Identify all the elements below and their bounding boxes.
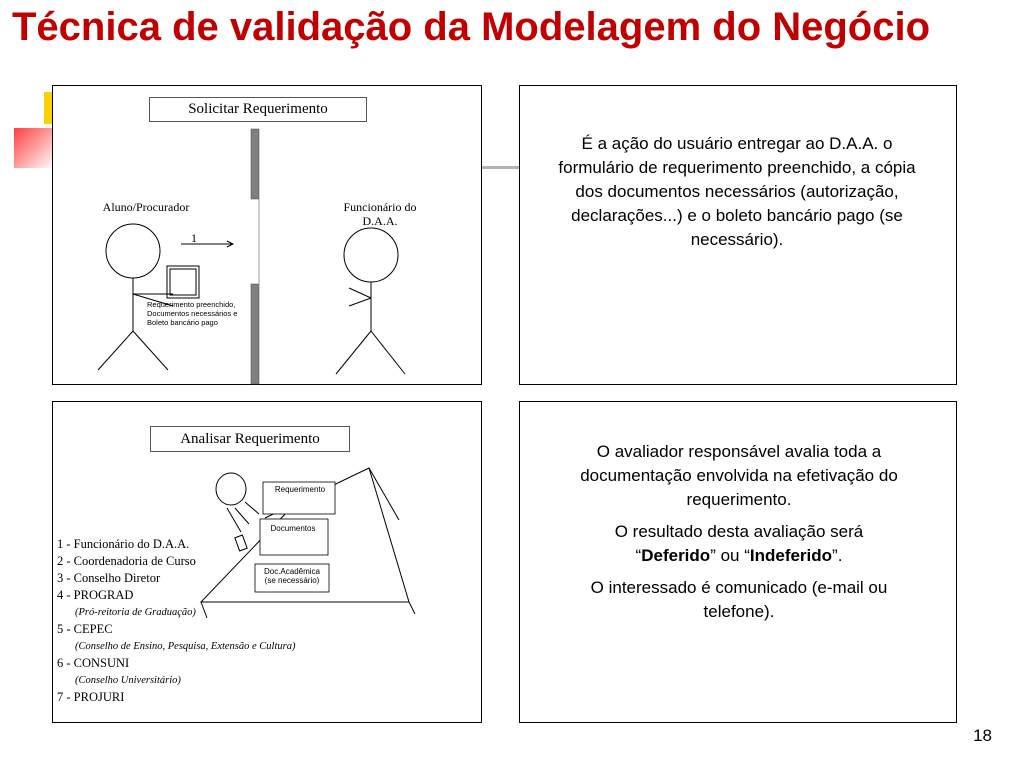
list-item-note: (Conselho Universitário) xyxy=(75,675,181,686)
panel-analisar-diagram xyxy=(52,401,482,723)
slide-title: Técnica de validação da Modelagem do Negócio xyxy=(12,5,931,49)
label-funcionario-line2: D.A.A. xyxy=(362,214,398,228)
analisar-para2-suffix: ”. xyxy=(832,546,843,565)
panel-connector-line xyxy=(480,166,520,169)
analisar-description xyxy=(548,440,930,624)
analisar-para2-prefix: O resultado desta avaliação será “ xyxy=(614,522,864,565)
label-funcionario-daa xyxy=(315,200,445,228)
list-item: 3 - Conselho Diretor xyxy=(57,571,161,585)
doc-label-requerimento: Requerimento xyxy=(274,485,326,494)
result-indeferido: Indeferido xyxy=(749,546,833,565)
actor-avaliador-icon xyxy=(216,473,259,532)
solicitar-diagram-graphic xyxy=(53,86,483,386)
label-funcionario-line1: Funcionário do xyxy=(343,200,417,214)
solicitar-description-text: É a ação do usuário entregar ao D.A.A. o formulário de requerimento preenchido, a cópia dos documentos necessários (autorização, declarações...) e o boleto bancário pago (se necessário). xyxy=(558,134,916,249)
analisar-para2-mid: ” ou “ xyxy=(710,546,750,565)
analisar-para3: O interessado é comunicado (e-mail ou telefone). xyxy=(590,578,888,621)
document-caption-line3: Boleto bancário pago xyxy=(147,318,218,327)
document-caption-line2: Documentos necessários e xyxy=(147,309,238,318)
decor-red-square xyxy=(14,128,54,168)
wall-bottom xyxy=(251,284,259,384)
analisar-para1: O avaliador responsável avalia toda a documentação envolvida na efetivação do requerimento. xyxy=(580,442,898,509)
panel-analisar-description xyxy=(519,401,957,723)
document-caption-line1: Requerimento preenchido, xyxy=(147,300,236,309)
panel-solicitar-diagram xyxy=(52,85,482,385)
list-item-note: (Conselho de Ensino, Pesquisa, Extensão e Cultura) xyxy=(75,641,296,652)
evaluator-list xyxy=(57,536,295,706)
box-title-analisar: Analisar Requerimento xyxy=(150,426,350,452)
analisar-para2 xyxy=(548,520,930,568)
doc-label-academica-line1: Doc.Acadêmica xyxy=(263,567,321,576)
result-deferido: Deferido xyxy=(641,546,711,565)
label-aluno-procurador: Aluno/Procurador xyxy=(102,200,190,214)
document-icon xyxy=(167,266,199,298)
list-item: 4 - PROGRAD xyxy=(57,588,134,602)
list-item: 6 - CONSUNI xyxy=(57,656,130,670)
arrow-label: 1 xyxy=(191,231,197,245)
panel-solicitar-description xyxy=(519,85,957,385)
list-item: 2 - Coordenadoria de Curso xyxy=(57,554,196,568)
list-item: 5 - CEPEC xyxy=(57,622,113,636)
doc-label-academica-line2: (se necessário) xyxy=(264,576,320,585)
actor-funcionario-icon xyxy=(336,228,405,374)
actor-aluno-icon xyxy=(98,224,173,370)
doc-label-documentos: Documentos xyxy=(270,524,316,533)
document-caption xyxy=(147,300,257,327)
list-item-note: (Pró-reitoria de Graduação) xyxy=(75,607,196,618)
list-item: 7 - PROJURI xyxy=(57,690,125,704)
box-title-solicitar: Solicitar Requerimento xyxy=(149,97,367,122)
wall-top xyxy=(251,129,259,199)
list-item: 1 - Funcionário do D.A.A. xyxy=(57,537,190,551)
page-number: 18 xyxy=(973,726,992,745)
